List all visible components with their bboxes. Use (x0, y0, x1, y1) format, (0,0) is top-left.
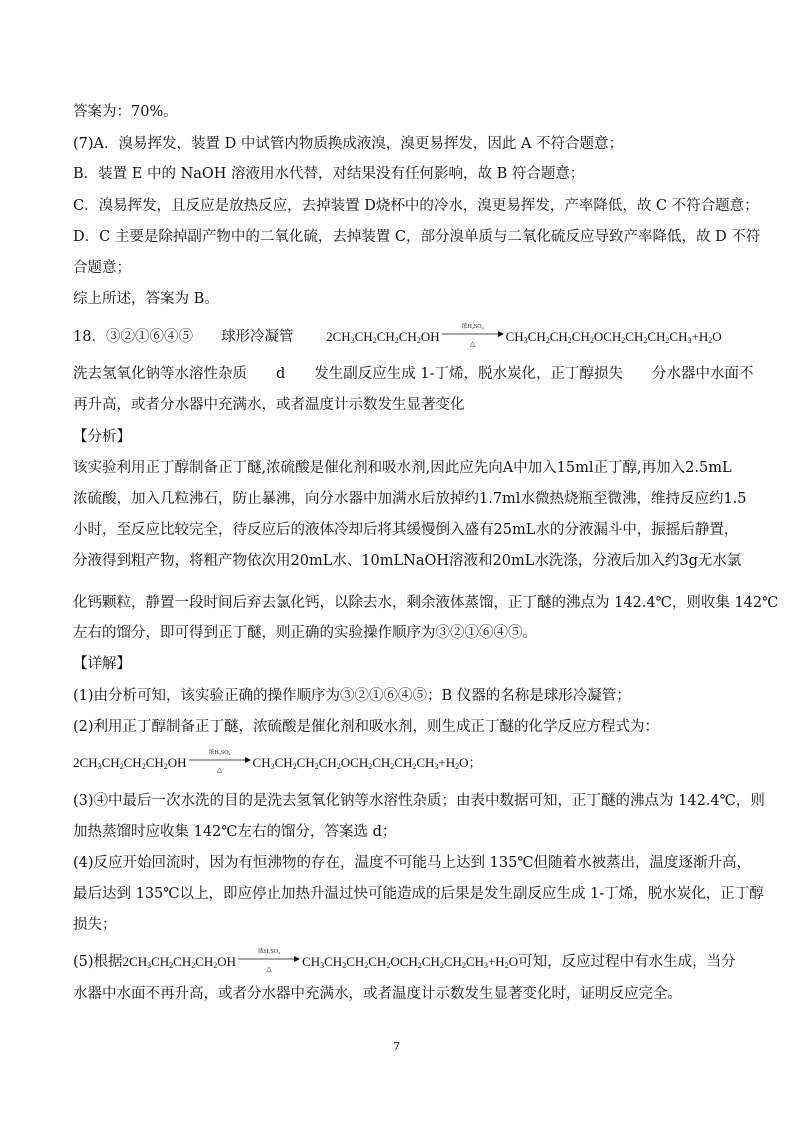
text-line: (1)由分析可知，该实验正确的操作顺序为③②①⑥④⑤；B 仪器的名称是球形冷凝管； (73, 688, 631, 704)
eq-product: $CH_3CH_2CH_2CH_2OCH_2CH_2CH_2CH_3$ (505, 329, 692, 345)
text-line: (4)反应开始回流时，因为有恒沸物的存在，温度不可能马上达到 135℃但随着水被蒸出，温度逐渐升高， (73, 855, 752, 871)
equation-line (73, 750, 721, 777)
text-line: 损失； (73, 917, 117, 933)
eq-reactant: $CH_3CH_2CH_2CH_2OH$ (129, 954, 237, 970)
text-line: 分液得到粗产物，将粗产物依次用20mL水、10mLNaOH溶液和20mL水洗涤，分液后加入约3g无水氯 (73, 553, 742, 569)
eq-product: $CH_3CH_2CH_2CH_2OCH_2CH_2CH_2CH_3$ (302, 954, 488, 970)
section-heading-analysis: 【分析】 (73, 429, 131, 445)
arrow-shape (442, 331, 504, 337)
reaction-arrow (238, 949, 300, 973)
text-line: 该实验利用正丁醇制备正丁醚,浓硫酸是催化剂和吸水剂,因此应先向A中加入15ml正丁醇,再加入2.5mL (73, 460, 732, 476)
eq-coefficient: 2 (326, 329, 333, 344)
conclusion-post: 可知，反应过程中有水生成，当分 (518, 954, 736, 970)
eq-water: $+H_2O$ (438, 755, 469, 771)
answer-18-line (73, 324, 722, 351)
eq-coefficient: 2 (122, 954, 130, 969)
arrow-condition-top: 浓H₂SO₄ (257, 949, 281, 955)
arrow-shape (189, 757, 251, 763)
text-line: B．装置 E 中的 NaOH 溶液用水代替，对结果没有任何影响，故 B 符合题意； (73, 166, 585, 182)
text-line: 左右的馏分，即可得到正丁醚，则正确的实验操作顺序为③②①⑥④⑤。 (73, 625, 537, 641)
text-line: 最后达到 135℃以上，即应停止加热升温过快可能造成的后果是发生副反应生成 1-丁烯，脱水炭化，正丁醇 (73, 886, 764, 902)
eq-coefficient: 2 (73, 755, 80, 770)
page-number: 7 (393, 1040, 400, 1053)
text-line: D．C 主要是除掉副产物中的二氧化硫，去掉装置 C，部分溴单质与二氧化硫反应导致产率降低，故 D 不符 (73, 229, 761, 245)
arrow-condition-top: 浓H₂SO₄ (208, 750, 231, 756)
text-line: 小时，至反应比较完全，待反应后的液体冷却后将其缓慢倒入盛有25mL水的分液漏斗中，振摇后静置， (73, 522, 739, 538)
reaction-arrow (189, 750, 251, 774)
text-line: 加热蒸馏时应收集 142℃左右的馏分，答案选 d； (73, 824, 397, 840)
arrow-condition-bottom: △ (469, 340, 476, 348)
reaction-arrow (442, 324, 504, 348)
arrow-condition-bottom: △ (266, 965, 272, 973)
eq-water: $+H_2O$ (691, 329, 722, 345)
eq-reactant: $CH_3CH_2CH_2CH_2OH$ (79, 755, 187, 771)
arrow-condition-bottom: △ (216, 766, 223, 774)
text-line: 化钙颗粒，静置一段时间后弃去氯化钙，以除去水，剩余液体蒸馏，正丁醚的沸点为 142.4℃，则收集 142℃ (73, 595, 779, 611)
section-heading-detail: 【详解】 (73, 656, 131, 672)
conclusion-line (73, 949, 736, 976)
text-line: 答案为：70%。 (73, 104, 178, 120)
conclusion-pre: (5)根据 (73, 954, 123, 970)
text-line: (2)利用正丁醇制备正丁醚，浓硫酸是催化剂和吸水剂，则生成正丁醚的化学反应方程式为： (73, 719, 660, 735)
text-line: 合题意； (73, 260, 131, 276)
reaction-equation (73, 750, 482, 777)
eq-reactant: $CH_3CH_2CH_2CH_2OH$ (332, 329, 440, 345)
text-line: 水器中水面不再升高，或者分水器中充满水，或者温度计示数发生显著变化时，证明反应完全。 (73, 986, 682, 1002)
text-line: 综上所述，答案为 B。 (73, 291, 219, 307)
text-line: (3)④中最后一次水洗的目的是洗去氢氧化钠等水溶性杂质；由表中数据可知，正丁醚的沸点为 142.4℃，则 (73, 793, 765, 809)
text-line: C．溴易挥发，且反应是放热反应，去掉装置 D烧杯中的冷水，溴更易挥发，产率降低，故 C 不符合题意； (73, 198, 759, 214)
arrow-condition-top: 浓H₂SO₄ (461, 324, 484, 330)
eq-semicolon: ； (468, 755, 482, 770)
condenser-name: 球形冷凝管 (220, 329, 294, 345)
text-line: 洗去氢氧化钠等水溶性杂质 d 发生副反应生成 1-丁烯，脱水炭化，正丁醇损失 分水器中水面不 (73, 366, 754, 382)
text-line: 浓硫酸，加入几粒沸石，防止暴沸，向分水器中加满水后放掉约1.7ml水微热烧瓶至微沸，维持反应约1.5 (73, 491, 747, 507)
reaction-equation (122, 949, 519, 976)
reaction-equation (326, 324, 722, 351)
arrow-shape (238, 956, 300, 962)
answer-order: 18．③②①⑥④⑤ (73, 329, 193, 345)
eq-product: $CH_3CH_2CH_2CH_2OCH_2CH_2CH_2CH_3$ (252, 755, 439, 771)
eq-water: $+H_2O$ (487, 954, 519, 970)
text-line: 再升高，或者分水器中充满水，或者温度计示数发生显著变化 (73, 397, 465, 413)
text-line: (7)A．溴易挥发，装置 D 中试管内物质换成液溴，溴更易挥发，因此 A 不符合题意； (73, 136, 624, 152)
